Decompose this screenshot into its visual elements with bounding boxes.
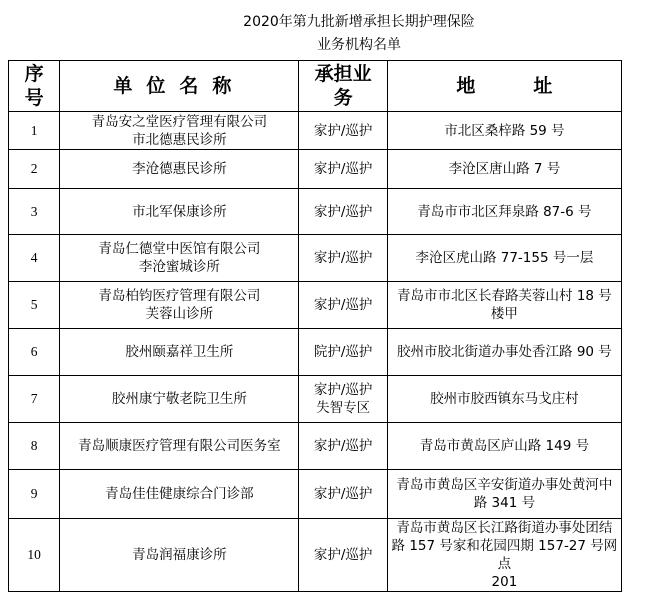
row-address-line1: 青岛市市北区拜泉路 87-6 号 (417, 203, 592, 220)
row-seq (9, 189, 60, 235)
row-seq-text: 4 (30, 250, 38, 265)
row-address (387, 235, 621, 282)
row-seq (9, 282, 60, 329)
row-name-line2: 市北德惠民诊所 (132, 131, 227, 148)
row-seq (9, 112, 60, 150)
row-service-line1: 家护/巡护 (313, 486, 373, 502)
row-seq-text: 2 (30, 161, 38, 176)
header-seq: 序号 (9, 61, 60, 112)
table-row (9, 470, 622, 519)
row-service-line2: 失智专区 (316, 400, 371, 416)
table-header-row (9, 61, 622, 112)
row-seq (9, 329, 60, 376)
document-title-line1: 2020年第九批新增承担长期护理保险 (243, 14, 475, 30)
header-address (387, 61, 621, 112)
row-seq-text: 1 (30, 122, 38, 138)
row-service (299, 376, 387, 423)
row-address-line2: 楼甲 (490, 306, 518, 322)
row-seq (9, 470, 60, 519)
row-address-line1: 胶州市胶西镇东马戈庄村 (430, 391, 579, 407)
row-service (299, 282, 387, 329)
row-seq-text: 7 (30, 391, 38, 406)
row-service-line1: 家护/巡护 (313, 250, 373, 266)
row-service-line1: 家护/巡护 (313, 203, 373, 220)
row-address (387, 189, 621, 235)
row-seq-text: 3 (30, 203, 38, 219)
row-service-line1: 家护/巡护 (313, 297, 373, 313)
row-address-line1: 李沧区虎山路 77-155 号一层 (415, 250, 594, 266)
row-service (299, 189, 387, 235)
row-address-line1: 青岛市黄岛区长江路街道办事处团结 (396, 520, 613, 536)
row-name-line1: 青岛仁德堂中医馆有限公司 (98, 241, 261, 257)
row-name (60, 189, 299, 235)
row-service-line1: 家护/巡护 (313, 161, 373, 177)
row-address (387, 470, 621, 519)
table-row (9, 423, 622, 470)
row-name (60, 423, 299, 470)
row-address (387, 282, 621, 329)
row-address-line1: 李沧区唐山路 7 号 (448, 161, 561, 177)
table-row (9, 112, 622, 150)
row-address-line1: 胶州市胶北街道办事处香江路 90 号 (397, 344, 612, 360)
row-seq (9, 423, 60, 470)
row-name (60, 470, 299, 519)
row-seq (9, 376, 60, 423)
row-address (387, 329, 621, 376)
row-seq (9, 235, 60, 282)
table-row (9, 376, 622, 423)
row-seq (9, 519, 60, 592)
header-address-part2: 址 (533, 75, 553, 97)
row-service-line1: 家护/巡护 (313, 122, 373, 139)
row-name (60, 329, 299, 376)
row-name (60, 235, 299, 282)
header-address-part1: 地 (456, 75, 476, 97)
row-name (60, 519, 299, 592)
row-service (299, 519, 387, 592)
row-address (387, 519, 621, 592)
row-service-line1: 家护/巡护 (313, 382, 373, 398)
row-name-line1: 胶州颐嘉祥卫生所 (125, 344, 234, 360)
row-seq-text: 8 (30, 438, 38, 453)
row-name-line1: 青岛安之堂医疗管理有限公司 (91, 113, 268, 130)
row-address-line1: 青岛市黄岛区庐山路 149 号 (419, 438, 590, 454)
row-service (299, 470, 387, 519)
table-row (9, 235, 622, 282)
row-name-line1: 青岛顺康医疗管理有限公司医务室 (78, 438, 281, 454)
row-service (299, 150, 387, 189)
row-seq-text: 5 (30, 297, 38, 312)
row-address-line3: 201 (491, 574, 518, 590)
row-seq-text: 10 (27, 547, 41, 562)
row-service (299, 112, 387, 150)
document-title-line2: 业务机构名单 (317, 37, 401, 53)
table-row (9, 519, 622, 592)
row-service (299, 329, 387, 376)
row-address-line1: 市北区桑梓路 59 号 (444, 122, 565, 139)
row-seq-text: 6 (30, 344, 38, 359)
row-name-line1: 市北军保康诊所 (132, 203, 227, 220)
row-address-line1: 青岛市黄岛区辛安街道办事处黄河中 (396, 477, 613, 493)
row-address (387, 112, 621, 150)
row-name (60, 150, 299, 189)
row-address-line1: 青岛市市北区长春路芙蓉山村 18 号 (397, 288, 612, 304)
header-name: 单位名称 (60, 61, 299, 112)
row-service-line1: 家护/巡护 (313, 547, 373, 563)
row-name-line1: 青岛润福康诊所 (132, 547, 227, 563)
row-address (387, 423, 621, 470)
row-service (299, 235, 387, 282)
row-name (60, 376, 299, 423)
row-name (60, 282, 299, 329)
row-seq (9, 150, 60, 189)
row-address (387, 376, 621, 423)
table-row (9, 189, 622, 235)
row-address-line2: 路 341 号 (473, 495, 536, 511)
row-name-line2: 李沧蜜城诊所 (138, 259, 220, 275)
row-address-line2: 路 157 号家和花园四期 157-27 号网点 (391, 538, 618, 572)
row-service (299, 423, 387, 470)
table-row (9, 150, 622, 189)
header-service: 承担业务 (299, 61, 387, 112)
row-name-line1: 李沧德惠民诊所 (132, 161, 227, 177)
table-row (9, 282, 622, 329)
row-name-line1: 青岛佳佳健康综合门诊部 (105, 486, 254, 502)
row-name-line1: 青岛柏钧医疗管理有限公司 (98, 288, 261, 304)
institution-table (8, 60, 622, 592)
row-service-line1: 院护/巡护 (313, 344, 373, 360)
row-name (60, 112, 299, 150)
row-seq-text: 9 (30, 486, 38, 501)
row-address (387, 150, 621, 189)
table-row (9, 329, 622, 376)
row-service-line1: 家护/巡护 (313, 438, 373, 454)
row-name-line2: 芙蓉山诊所 (145, 306, 214, 322)
row-name-line1: 胶州康宁敬老院卫生所 (111, 391, 247, 407)
